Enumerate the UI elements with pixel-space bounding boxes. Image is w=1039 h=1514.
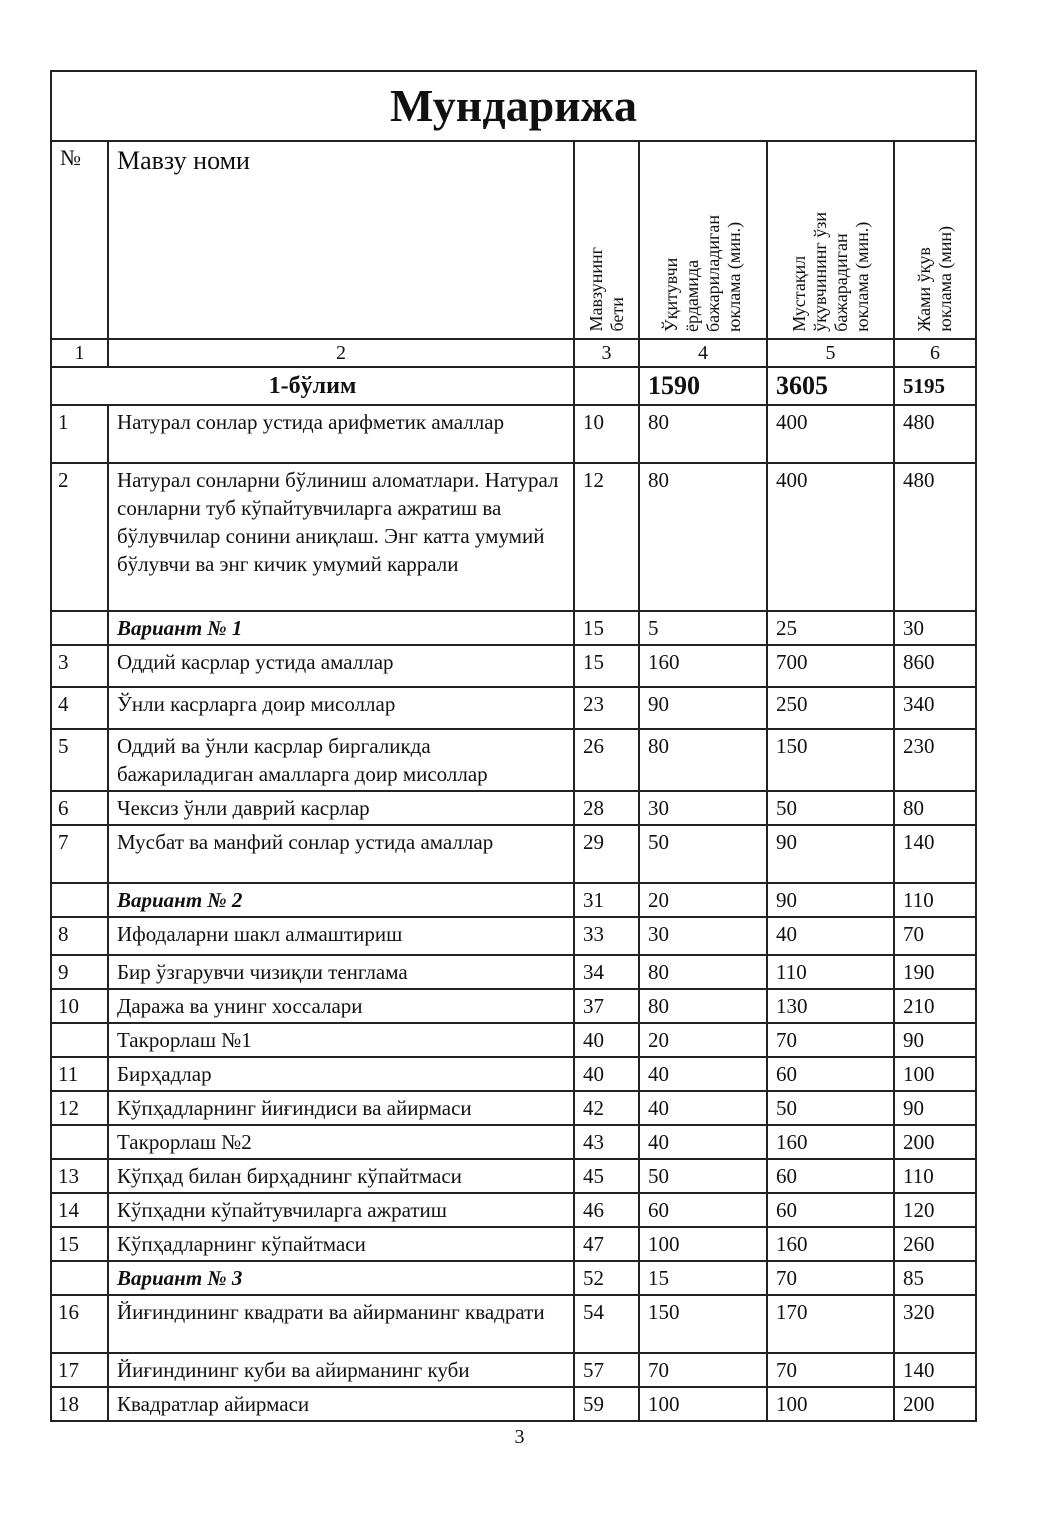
- row-topic: Такрорлаш №2: [108, 1125, 574, 1159]
- row-page: 40: [574, 1057, 639, 1091]
- row-teacher: 20: [639, 883, 767, 917]
- row-teacher: 150: [639, 1295, 767, 1353]
- table-row: [51, 687, 976, 729]
- row-num: 5: [51, 729, 108, 791]
- table-row: [51, 825, 976, 883]
- row-topic: Такрорлаш №1: [108, 1023, 574, 1057]
- row-topic: Чексиз ўнли даврий касрлар: [108, 791, 574, 825]
- row-total: 190: [894, 955, 976, 989]
- column-number: 1: [51, 339, 108, 367]
- row-independent: 160: [767, 1227, 894, 1261]
- row-total: 480: [894, 405, 976, 463]
- row-num: 10: [51, 989, 108, 1023]
- row-independent: 70: [767, 1353, 894, 1387]
- row-num: 13: [51, 1159, 108, 1193]
- row-num: [51, 1261, 108, 1295]
- row-num: [51, 883, 108, 917]
- row-total: 260: [894, 1227, 976, 1261]
- row-teacher: 80: [639, 463, 767, 611]
- column-number: 4: [639, 339, 767, 367]
- row-total: 85: [894, 1261, 976, 1295]
- row-num: 12: [51, 1091, 108, 1125]
- row-independent: 110: [767, 955, 894, 989]
- table-row: [51, 1295, 976, 1353]
- table-row: [51, 1159, 976, 1193]
- column-number: 2: [108, 339, 574, 367]
- column-number: 6: [894, 339, 976, 367]
- header-num: №: [51, 141, 108, 339]
- row-total: 140: [894, 825, 976, 883]
- table-row: [51, 1387, 976, 1421]
- row-topic: Бирҳадлар: [108, 1057, 574, 1091]
- row-topic: Йиғиндининг куби ва айирманинг куби: [108, 1353, 574, 1387]
- row-total: 340: [894, 687, 976, 729]
- row-num: 18: [51, 1387, 108, 1421]
- row-independent: 50: [767, 1091, 894, 1125]
- row-page: 34: [574, 955, 639, 989]
- row-page: 54: [574, 1295, 639, 1353]
- row-num: 17: [51, 1353, 108, 1387]
- header-total: [894, 141, 976, 339]
- row-topic: Кўпҳадларнинг йиғиндиси ва айирмаси: [108, 1091, 574, 1125]
- row-num: 15: [51, 1227, 108, 1261]
- row-total: 100: [894, 1057, 976, 1091]
- row-num: [51, 611, 108, 645]
- row-page: 15: [574, 611, 639, 645]
- contents-table: [50, 70, 977, 1422]
- row-num: 14: [51, 1193, 108, 1227]
- table-row: [51, 1353, 976, 1387]
- row-independent: 70: [767, 1023, 894, 1057]
- section-page: [574, 367, 639, 405]
- row-total: 320: [894, 1295, 976, 1353]
- section-row: [51, 367, 976, 405]
- row-num: 3: [51, 645, 108, 687]
- row-page: 29: [574, 825, 639, 883]
- row-page: 43: [574, 1125, 639, 1159]
- row-page: 31: [574, 883, 639, 917]
- table-row: [51, 1227, 976, 1261]
- column-number: 5: [767, 339, 894, 367]
- row-num: [51, 1023, 108, 1057]
- row-topic: Кўпҳадни кўпайтувчиларга ажратиш: [108, 1193, 574, 1227]
- row-total: 30: [894, 611, 976, 645]
- row-independent: 60: [767, 1057, 894, 1091]
- row-total: 90: [894, 1091, 976, 1125]
- row-independent: 90: [767, 825, 894, 883]
- row-total: 110: [894, 883, 976, 917]
- row-topic: Оддий ва ўнли касрлар биргаликда бажариладиган амалларга доир мисоллар: [108, 729, 574, 791]
- table-row: [51, 917, 976, 955]
- header-row: [51, 141, 976, 339]
- header-topic: Мавзу номи: [108, 141, 574, 339]
- row-independent: 130: [767, 989, 894, 1023]
- row-page: 37: [574, 989, 639, 1023]
- row-independent: 400: [767, 463, 894, 611]
- table-row: [51, 1125, 976, 1159]
- row-topic: Ифодаларни шакл алмаштириш: [108, 917, 574, 955]
- row-num: 1: [51, 405, 108, 463]
- row-teacher: 30: [639, 917, 767, 955]
- row-independent: 100: [767, 1387, 894, 1421]
- row-teacher: 80: [639, 989, 767, 1023]
- row-num: 16: [51, 1295, 108, 1353]
- row-teacher: 80: [639, 405, 767, 463]
- row-num: [51, 1125, 108, 1159]
- row-total: 210: [894, 989, 976, 1023]
- row-topic: Вариант № 3: [108, 1261, 574, 1295]
- section-independent: 3605: [767, 367, 894, 405]
- row-teacher: 50: [639, 825, 767, 883]
- row-page: 45: [574, 1159, 639, 1193]
- row-teacher: 80: [639, 955, 767, 989]
- row-page: 26: [574, 729, 639, 791]
- row-page: 57: [574, 1353, 639, 1387]
- row-teacher: 40: [639, 1057, 767, 1091]
- row-independent: 70: [767, 1261, 894, 1295]
- row-independent: 50: [767, 791, 894, 825]
- row-teacher: 100: [639, 1227, 767, 1261]
- header-total-text: Жами ўқув юклама (мин): [914, 226, 956, 332]
- row-independent: 160: [767, 1125, 894, 1159]
- table-row: [51, 405, 976, 463]
- row-independent: 90: [767, 883, 894, 917]
- row-page: 12: [574, 463, 639, 611]
- section-total: 5195: [894, 367, 976, 405]
- table-row: [51, 1261, 976, 1295]
- column-number-row: [51, 339, 976, 367]
- header-page: [574, 141, 639, 339]
- row-independent: 170: [767, 1295, 894, 1353]
- row-page: 28: [574, 791, 639, 825]
- row-topic: Даража ва унинг хоссалари: [108, 989, 574, 1023]
- row-total: 90: [894, 1023, 976, 1057]
- row-num: 2: [51, 463, 108, 611]
- row-page: 10: [574, 405, 639, 463]
- row-topic: Квадратлар айирмаси: [108, 1387, 574, 1421]
- row-topic: Вариант № 1: [108, 611, 574, 645]
- table-row: [51, 1091, 976, 1125]
- row-independent: 150: [767, 729, 894, 791]
- section-title: 1-бўлим: [51, 367, 574, 405]
- page-title: Мундарижа: [51, 71, 976, 141]
- row-teacher: 70: [639, 1353, 767, 1387]
- table-body: [51, 405, 976, 1421]
- table-row: [51, 955, 976, 989]
- table-row: [51, 611, 976, 645]
- row-total: 200: [894, 1387, 976, 1421]
- row-total: 200: [894, 1125, 976, 1159]
- row-num: 7: [51, 825, 108, 883]
- row-teacher: 50: [639, 1159, 767, 1193]
- row-teacher: 15: [639, 1261, 767, 1295]
- table-row: [51, 883, 976, 917]
- table-row: [51, 729, 976, 791]
- row-page: 23: [574, 687, 639, 729]
- row-page: 42: [574, 1091, 639, 1125]
- row-total: 230: [894, 729, 976, 791]
- row-total: 120: [894, 1193, 976, 1227]
- row-independent: 25: [767, 611, 894, 645]
- row-num: 6: [51, 791, 108, 825]
- table-row: [51, 1057, 976, 1091]
- row-independent: 400: [767, 405, 894, 463]
- row-topic: Кўпҳадларнинг кўпайтмаси: [108, 1227, 574, 1261]
- row-num: 8: [51, 917, 108, 955]
- table-row: [51, 989, 976, 1023]
- row-teacher: 90: [639, 687, 767, 729]
- row-total: 70: [894, 917, 976, 955]
- row-topic: Ўнли касрларга доир мисоллар: [108, 687, 574, 729]
- column-number: 3: [574, 339, 639, 367]
- section-teacher: 1590: [639, 367, 767, 405]
- row-topic: Мусбат ва манфий сонлар устида амаллар: [108, 825, 574, 883]
- row-total: 480: [894, 463, 976, 611]
- row-num: 9: [51, 955, 108, 989]
- row-teacher: 20: [639, 1023, 767, 1057]
- row-num: 4: [51, 687, 108, 729]
- row-independent: 60: [767, 1193, 894, 1227]
- row-independent: 250: [767, 687, 894, 729]
- row-teacher: 80: [639, 729, 767, 791]
- row-page: 15: [574, 645, 639, 687]
- row-topic: Кўпҳад билан бирҳаднинг кўпайтмаси: [108, 1159, 574, 1193]
- table-row: [51, 1193, 976, 1227]
- row-independent: 40: [767, 917, 894, 955]
- table-row: [51, 645, 976, 687]
- row-page: 59: [574, 1387, 639, 1421]
- row-num: 11: [51, 1057, 108, 1091]
- contents-sheet: [50, 70, 975, 1422]
- row-page: 46: [574, 1193, 639, 1227]
- row-total: 110: [894, 1159, 976, 1193]
- row-topic: Натурал сонларни бўлиниш аломатлари. Натурал сонларни туб кўпайтувчиларга ажратиш ва бўлувчилар сонини аниқлаш. Энг катта умумий бўлувчи ва энг кичик умумий каррали: [108, 463, 574, 611]
- table-row: [51, 463, 976, 611]
- row-page: 47: [574, 1227, 639, 1261]
- row-independent: 700: [767, 645, 894, 687]
- header-independent: [767, 141, 894, 339]
- row-page: 33: [574, 917, 639, 955]
- row-topic: Бир ўзгарувчи чизиқли тенглама: [108, 955, 574, 989]
- row-teacher: 40: [639, 1091, 767, 1125]
- row-page: 52: [574, 1261, 639, 1295]
- row-topic: Натурал сонлар устида арифметик амаллар: [108, 405, 574, 463]
- row-teacher: 60: [639, 1193, 767, 1227]
- table-row: [51, 1023, 976, 1057]
- row-total: 860: [894, 645, 976, 687]
- row-topic: Вариант № 2: [108, 883, 574, 917]
- header-independent-text: Мустақил ўқувчининг ўзи бажарадиган юклама (мин.): [788, 212, 872, 332]
- row-teacher: 100: [639, 1387, 767, 1421]
- row-page: 40: [574, 1023, 639, 1057]
- row-total: 140: [894, 1353, 976, 1387]
- row-independent: 60: [767, 1159, 894, 1193]
- row-teacher: 5: [639, 611, 767, 645]
- row-topic: Йиғиндининг квадрати ва айирманинг квадрати: [108, 1295, 574, 1353]
- header-teacher: [639, 141, 767, 339]
- table-row: [51, 791, 976, 825]
- page-number: 3: [514, 1426, 525, 1448]
- row-teacher: 30: [639, 791, 767, 825]
- row-topic: Оддий касрлар устида амаллар: [108, 645, 574, 687]
- header-teacher-text: Ўқитувчи ёрдамида бажариладиган юклама (мин.): [661, 215, 744, 332]
- row-teacher: 160: [639, 645, 767, 687]
- row-total: 80: [894, 791, 976, 825]
- row-teacher: 40: [639, 1125, 767, 1159]
- header-page-text: Мавзунинг бети: [585, 247, 627, 332]
